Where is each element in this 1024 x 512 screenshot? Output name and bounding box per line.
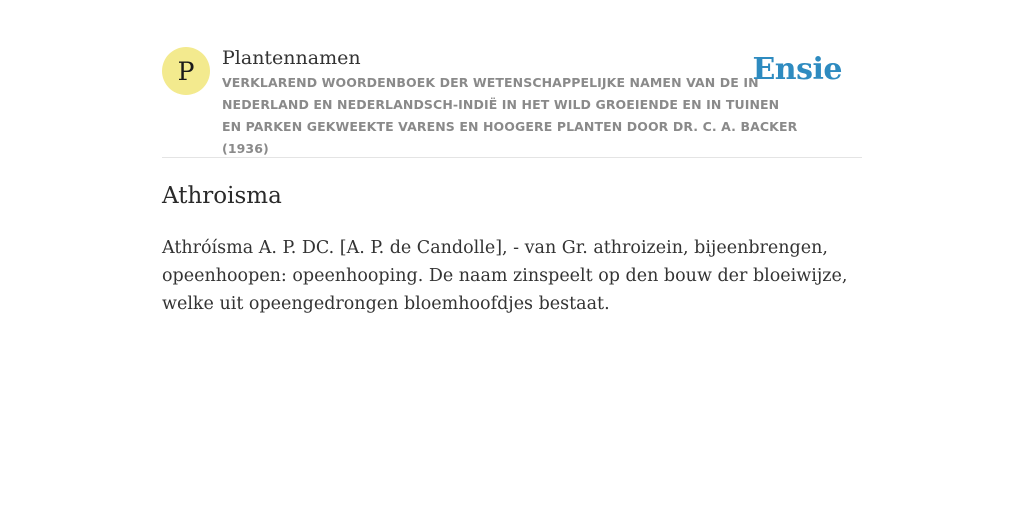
dictionary-title[interactable]: Plantennamen <box>222 47 361 69</box>
entry-body: Athróísma A. P. DC. [A. P. de Candolle], - van Gr. athroizein, bijeenbrengen, opeenhoopen: opeenhooping. De naam zinspeelt op den bouw der bloeiwijze, welke uit opeengedrongen bloemhoofdjes bestaat. <box>162 238 848 314</box>
dictionary-subtitle: VERKLAREND WOORDENBOEK DER WETENSCHAPPELIJKE NAMEN VAN DE IN NEDERLAND EN NEDERLANDSCH-INDIË IN HET WILD GROEIENDE EN IN TUINEN EN PARKEN GEKWEEKTE VARENS EN HOOGERE PLANTEN DOOR DR. C. A. BACKER (1936) <box>222 75 798 156</box>
entry-title: Athroisma <box>162 183 282 209</box>
header-divider <box>162 157 862 158</box>
dictionary-avatar[interactable]: P <box>162 47 210 95</box>
dictionary-header <box>162 44 862 157</box>
brand-logo-link[interactable]: Ensie <box>752 52 842 87</box>
